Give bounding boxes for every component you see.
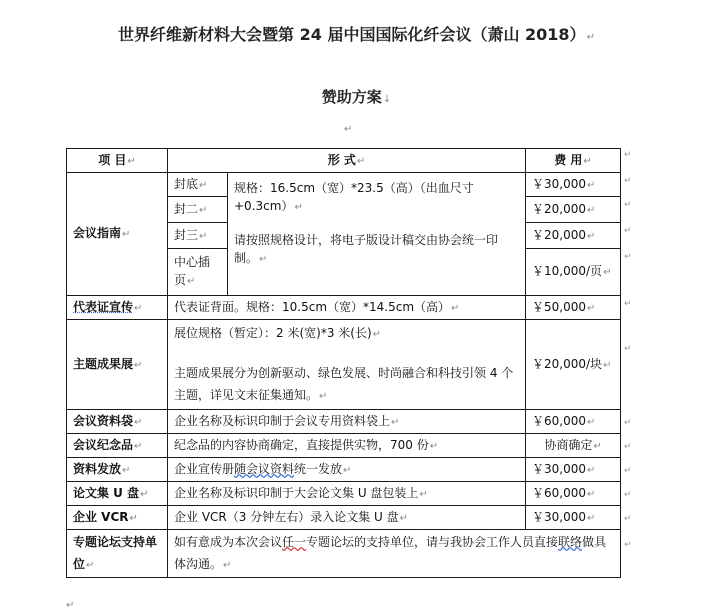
row-end-mark: ↵ — [624, 514, 632, 524]
row-item: 会议纪念品↵ — [67, 434, 168, 458]
guide-sub-back-cover: 封底↵ — [168, 173, 228, 197]
row-fee: ￥20,000/块↵ — [526, 320, 621, 410]
header-form: 形 式↵ — [168, 149, 526, 173]
row-form: 纪念品的内容协商确定，直接提供实物，700 份↵ — [168, 434, 526, 458]
row-item: 资料发放↵ — [67, 458, 168, 482]
guide-fee-back-cover: ￥30,000↵ — [526, 173, 621, 197]
guide-spec-cell — [228, 173, 526, 296]
row-item: 主题成果展↵ — [67, 320, 168, 410]
document-title — [0, 22, 713, 45]
row-fee: ￥50,000↵ — [526, 296, 621, 320]
row-form: 代表证背面。规格：10.5cm（宽）*14.5cm（高）↵ — [168, 296, 526, 320]
row-form: 企业名称及标识印制于大会论文集 U 盘包装上↵ — [168, 482, 526, 506]
table-row — [67, 506, 621, 530]
row-end-mark: ↵ — [624, 418, 632, 428]
row-end-mark: ↵ — [624, 150, 632, 160]
row-form: 企业名称及标识印制于会议专用资料袋上↵ — [168, 410, 526, 434]
row-end-mark: ↵ — [624, 299, 632, 309]
row-fee: ￥60,000↵ — [526, 482, 621, 506]
table-header-row — [67, 149, 621, 173]
row-fee: ￥60,000↵ — [526, 410, 621, 434]
row-item: 论文集 U 盘↵ — [67, 482, 168, 506]
header-fee: 费 用↵ — [526, 149, 621, 173]
blank-line-mark: ↵ — [344, 124, 353, 135]
paragraph-mark: ↵ — [586, 32, 595, 43]
table-row — [67, 458, 621, 482]
row-form: 企业宣传册随会议资料统一发放↵ — [168, 458, 526, 482]
table-row — [67, 434, 621, 458]
table-row — [67, 173, 621, 197]
guide-label-cell: 会议指南↵ — [67, 173, 168, 296]
guide-spec-text: 规格：16.5cm（宽）*23.5（高）（出血尺寸+0.3cm）↵ — [234, 181, 474, 213]
table-row — [67, 320, 621, 410]
document-end-mark: ↵ — [66, 600, 75, 611]
document-title-text: 世界纤维新材料大会暨第 24 届中国国际化纤会议（萧山 2018） — [118, 25, 586, 44]
guide-sub-inside-front: 封二↵ — [168, 197, 228, 223]
table-row — [67, 410, 621, 434]
row-end-mark: ↵ — [624, 200, 632, 210]
table-row — [67, 482, 621, 506]
guide-fee-inside-back: ￥20,000↵ — [526, 223, 621, 249]
table-row — [67, 530, 621, 578]
row-end-mark: ↵ — [624, 226, 632, 236]
row-form: 企业 VCR（3 分钟左右）录入论文集 U 盘↵ — [168, 506, 526, 530]
row-end-mark: ↵ — [624, 466, 632, 476]
row-end-mark: ↵ — [624, 344, 632, 354]
row-form — [168, 320, 526, 410]
row-item: 企业 VCR↵ — [67, 506, 168, 530]
row-form: 如有意成为本次会议任一专题论坛的支持单位，请与我协会工作人员直接联络做具体沟通。↵ — [168, 530, 621, 578]
document-subtitle-text: 赞助方案 — [321, 88, 382, 106]
row-item: 专题论坛支持单位↵ — [67, 530, 168, 578]
header-item: 项 目↵ — [67, 149, 168, 173]
newline-mark: ↓ — [382, 94, 392, 105]
row-end-mark: ↵ — [624, 490, 632, 500]
row-fee: ￥30,000↵ — [526, 506, 621, 530]
row-item: 会议资料袋↵ — [67, 410, 168, 434]
table-row — [67, 296, 621, 320]
guide-fee-center-insert: ￥10,000/页↵ — [526, 249, 621, 296]
guide-sub-center-insert: 中心插页↵ — [168, 249, 228, 296]
row-end-mark: ↵ — [624, 540, 632, 550]
row-fee: ￥30,000↵ — [526, 458, 621, 482]
document-subtitle — [0, 86, 713, 107]
sponsorship-table — [66, 148, 621, 578]
guide-fee-inside-front: ￥20,000↵ — [526, 197, 621, 223]
row-item: 代表证宣传↵ — [67, 296, 168, 320]
exhibit-desc-text: 主题成果展分为创新驱动、绿色发展、时尚融合和科技引领 4 个主题，详见文末征集通知。↵ — [174, 366, 514, 402]
guide-design-text: 请按照规格设计，将电子版设计稿交由协会统一印制。↵ — [234, 233, 499, 265]
row-fee: 协商确定↵ — [526, 434, 621, 458]
row-end-mark: ↵ — [624, 442, 632, 452]
row-end-mark: ↵ — [624, 252, 632, 262]
guide-sub-inside-back: 封三↵ — [168, 223, 228, 249]
row-end-mark: ↵ — [624, 176, 632, 186]
exhibit-spec-text: 展位规格（暂定）：2 米(宽)*3 米(长)↵ — [174, 326, 382, 340]
